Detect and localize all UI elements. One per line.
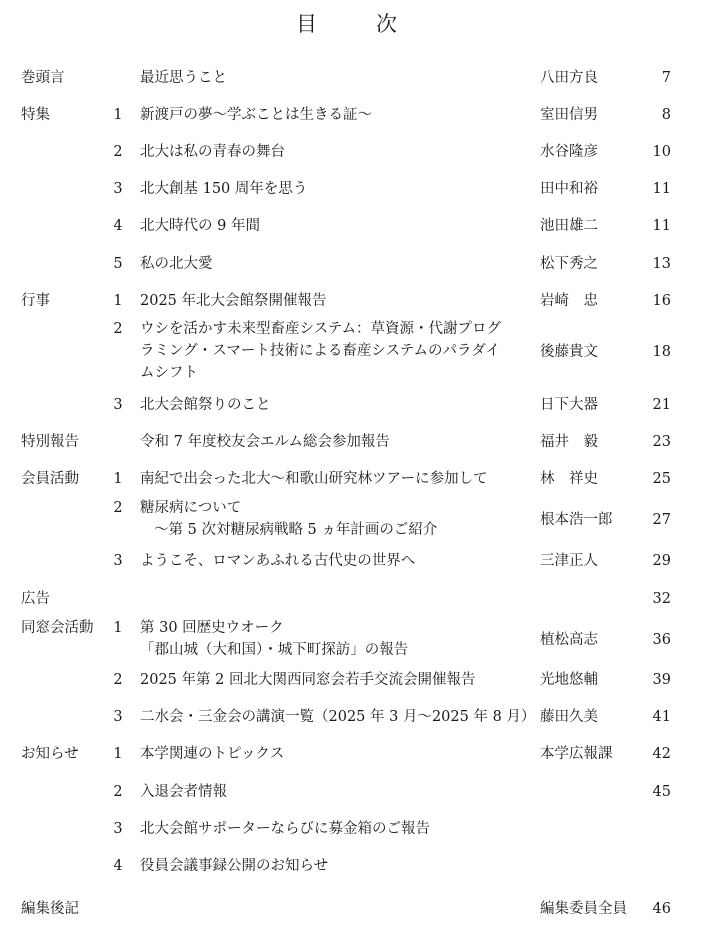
page-number: 10 <box>652 144 671 160</box>
author-name: 根本浩一郎 <box>540 512 613 528</box>
entry-title-line: 本学関連のトピックス <box>140 746 285 762</box>
entry-title <box>140 781 532 803</box>
entry-title <box>140 497 532 541</box>
page-number: 32 <box>652 591 671 607</box>
section-label: 広告 <box>21 591 50 607</box>
author-name: 室田信男 <box>540 107 598 123</box>
entry-title-line: 北大時代の 9 年間 <box>140 218 260 234</box>
entry-title-line: 北大は私の青春の舞台 <box>140 144 285 160</box>
author-name: 植松高志 <box>540 632 598 648</box>
entry-title-line: 2025 年北大会館祭開催報告 <box>140 293 327 309</box>
author-name: 岩崎 忠 <box>540 293 598 309</box>
item-number: 3 <box>113 553 123 569</box>
entry-title <box>140 253 532 275</box>
entry-title-line: ウシを活かす未来型畜産システム：草資源・代謝プログ <box>140 321 502 337</box>
entry-title-line: 第 30 回歴史ウオーク <box>140 620 284 636</box>
page-number: 36 <box>652 632 671 648</box>
entry-title <box>140 706 536 728</box>
entry-title <box>140 617 532 661</box>
section-label: 編集後記 <box>21 901 79 917</box>
item-number: 2 <box>113 500 123 516</box>
page-number: 11 <box>652 181 671 197</box>
entry-title-line: ムシフト <box>140 365 198 381</box>
item-number: 2 <box>113 672 123 688</box>
page-number: 41 <box>652 709 671 725</box>
entry-title <box>140 141 532 163</box>
item-number: 4 <box>113 858 123 874</box>
author-name: 編集委員全員 <box>540 901 627 917</box>
author-name: 池田雄二 <box>540 218 598 234</box>
item-number: 4 <box>113 218 123 234</box>
entry-title <box>140 669 532 691</box>
entry-title <box>140 178 532 200</box>
item-number: 2 <box>113 144 123 160</box>
author-name: 林 祥史 <box>540 471 598 487</box>
item-number: 3 <box>113 181 123 197</box>
entry-title-line: 「郡山城（大和国）・城下町探訪」の報告 <box>140 642 409 658</box>
section-label: 特別報告 <box>21 434 79 450</box>
page-number: 8 <box>661 107 671 123</box>
page-number: 7 <box>661 70 671 86</box>
entry-title <box>140 394 532 416</box>
item-number: 3 <box>113 821 123 837</box>
author-name: 後藤貴文 <box>540 344 598 360</box>
entry-title-line: 二水会・三金会の講演一覧（2025 年 3 月〜2025 年 8 月） <box>140 709 536 725</box>
page-number: 11 <box>652 218 671 234</box>
entry-title <box>140 67 532 89</box>
page-number: 23 <box>652 434 671 450</box>
item-number: 2 <box>113 321 123 337</box>
item-number: 1 <box>113 293 123 309</box>
author-name: 八田方良 <box>540 70 598 86</box>
page-number: 16 <box>652 293 671 309</box>
entry-title-line: 北大創基 150 周年を思う <box>140 181 308 197</box>
page-number: 39 <box>652 672 671 688</box>
entry-title <box>140 215 532 237</box>
section-label: 行事 <box>21 293 50 309</box>
entry-title-line: ラミング・スマート技術による畜産システムのパラダイ <box>140 343 501 359</box>
entry-title-line: ようこそ、ロマンあふれる古代史の世界へ <box>140 553 416 569</box>
section-label: 特集 <box>21 107 50 123</box>
section-label: 同窓会活動 <box>21 620 94 636</box>
page-number: 13 <box>652 256 671 272</box>
item-number: 3 <box>113 397 123 413</box>
page-number: 27 <box>652 512 671 528</box>
page-number: 25 <box>652 471 671 487</box>
section-label: お知らせ <box>21 746 79 762</box>
page-number: 29 <box>652 553 671 569</box>
author-name: 三津正人 <box>540 553 598 569</box>
section-label: 会員活動 <box>21 471 79 487</box>
entry-title-line: 〜第 5 次対糖尿病戦略 5 ヵ年計画のご紹介 <box>154 522 438 538</box>
author-name: 松下秀之 <box>540 256 598 272</box>
author-name: 日下大器 <box>540 397 598 413</box>
entry-title-line: 新渡戸の夢〜学ぶことは生きる証〜 <box>140 107 372 123</box>
entry-title <box>140 818 532 840</box>
author-name: 福井 毅 <box>540 434 598 450</box>
entry-title <box>140 431 532 453</box>
page-number: 42 <box>652 746 671 762</box>
item-number: 1 <box>113 746 123 762</box>
item-number: 3 <box>113 709 123 725</box>
item-number: 2 <box>113 784 123 800</box>
entry-title-line: 北大会館祭りのこと <box>140 397 271 413</box>
entry-title-line: 北大会館サポーターならびに募金箱のご報告 <box>140 821 430 837</box>
entry-title <box>140 550 532 572</box>
entry-title-line: 最近思うこと <box>140 70 227 86</box>
entry-title <box>140 290 532 312</box>
entry-title-line: 私の北大愛 <box>140 256 213 272</box>
entry-title-line: 南紀で出会った北大〜和歌山研究林ツアーに参加して <box>140 471 488 487</box>
entry-title <box>140 318 532 384</box>
entry-title-line: 役員会議事録公開のお知らせ <box>140 858 329 874</box>
entry-title <box>140 743 532 765</box>
entry-title-line: 糖尿病について <box>140 500 242 516</box>
entry-title <box>140 104 532 126</box>
entry-title-line: 入退会者情報 <box>140 784 227 800</box>
title-char-1: 目 <box>296 12 317 36</box>
author-name: 本学広報課 <box>540 746 613 762</box>
entry-title <box>140 468 532 490</box>
entry-title-line: 令和 7 年度校友会エルム総会参加報告 <box>140 434 390 450</box>
page-number: 46 <box>652 901 671 917</box>
title-char-2: 次 <box>376 12 397 36</box>
entry-title-line: 2025 年第 2 回北大関西同窓会若手交流会開催報告 <box>140 672 476 688</box>
page-number: 45 <box>652 784 671 800</box>
page-number: 21 <box>652 397 671 413</box>
author-name: 水谷隆彦 <box>540 144 598 160</box>
item-number: 1 <box>113 471 123 487</box>
item-number: 5 <box>113 256 123 272</box>
item-number: 1 <box>113 620 123 636</box>
author-name: 藤田久美 <box>540 709 598 725</box>
author-name: 光地悠輔 <box>540 672 598 688</box>
section-label: 巻頭言 <box>21 70 65 86</box>
item-number: 1 <box>113 107 123 123</box>
entry-title <box>140 855 532 877</box>
author-name: 田中和裕 <box>540 181 598 197</box>
page-number: 18 <box>652 344 671 360</box>
